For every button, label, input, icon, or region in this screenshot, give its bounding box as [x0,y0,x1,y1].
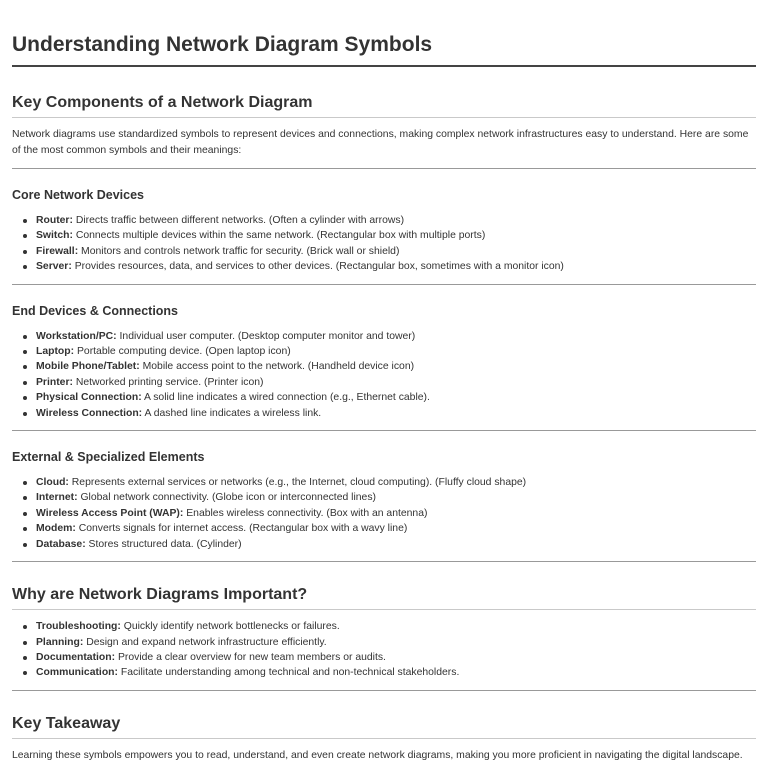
term: Cloud: [36,477,69,489]
description: Directs traffic between different networks. (Often a cylinder with arrows) [72,215,405,226]
term: Communication: [36,667,118,679]
list-item [36,475,756,490]
key-components-heading: Key Components of a Network Diagram [12,94,313,111]
list-item [36,390,756,405]
term: Firewall: [36,245,79,257]
intro-paragraph: Network diagrams use standardized symbols to represent devices and connections, making complex network infrastructures easy to understand. Here are some of the most common symbols and their meanings: [12,129,749,156]
term: Wireless Connection: [36,407,143,419]
term: Switch: [36,230,73,242]
description: Represents external services or networks (e.g., the Internet, cloud computing). (Fluffy cloud shape) [68,477,527,489]
list-item [36,521,756,536]
list-item [36,406,756,421]
end-devices-list [12,329,756,421]
list-item [36,213,756,228]
importance-list [12,619,756,681]
description: Connects multiple devices within the same network. (Rectangular box with multiple ports) [72,230,486,242]
description: Stores structured data. (Cylinder) [85,538,242,550]
description: Quickly identify network bottlenecks or failures. [120,621,340,633]
term: Modem: [36,523,76,535]
term: Mobile Phone/Tablet: [36,361,140,373]
term: Printer: [36,376,73,388]
list-item [36,650,756,665]
term: Workstation/PC: [36,330,117,342]
list-item [36,490,756,505]
description: Converts signals for internet access. (Rectangular box with a wavy line) [75,523,408,535]
list-item [36,228,756,243]
takeaway-paragraph: Learning these symbols empowers you to read, understand, and even create network diagrams, making you more proficient in navigating the digital landscape. [12,749,743,761]
importance-heading: Why are Network Diagrams Important? [12,586,308,604]
list-item [36,635,756,650]
core-devices-list [12,213,756,275]
description: A dashed line indicates a wireless link. [142,407,322,419]
description: A solid line indicates a wired connection (e.g., Ethernet cable). [141,392,430,404]
term: Laptop: [36,346,75,358]
description: Portable computing device. (Open laptop icon) [74,346,291,358]
takeaway-heading: Key Takeaway [12,714,121,732]
description: Global network connectivity. (Globe icon or interconnected lines) [77,492,376,504]
list-item [36,665,756,680]
term: Database: [36,538,86,550]
end-devices-heading: End Devices & Connections [12,303,179,318]
list-item [36,244,756,259]
page-title: Understanding Network Diagram Symbols [12,0,756,67]
description: Design and expand network infrastructure efficiently. [83,636,327,648]
term: Router: [36,215,73,226]
external-elements-list [12,475,756,552]
description: Individual user computer. (Desktop computer monitor and tower) [116,330,416,342]
term: Server: [36,261,72,273]
term: Wireless Access Point (WAP): [36,507,184,519]
description: Enables wireless connectivity. (Box with an antenna) [183,507,428,519]
external-elements-heading: External & Specialized Elements [12,450,205,465]
list-item [36,359,756,374]
list-item [36,375,756,390]
term: Internet: [36,492,78,504]
list-item [36,537,756,552]
description: Provides resources, data, and services to other devices. (Rectangular box, sometimes with a monitor icon) [71,261,564,273]
list-item [36,329,756,344]
description: Monitors and controls network traffic for security. (Brick wall or shield) [78,245,400,257]
term: Planning: [36,636,84,648]
term: Troubleshooting: [36,621,121,633]
core-devices-heading: Core Network Devices [12,188,145,202]
description: Mobile access point to the network. (Handheld device icon) [139,361,415,373]
term: Physical Connection: [36,392,142,404]
list-item [36,344,756,359]
list-item [36,259,756,274]
description: Networked printing service. (Printer icon) [72,376,264,388]
list-item [36,619,756,634]
term: Documentation: [36,651,116,663]
description: Provide a clear overview for new team members or audits. [115,651,386,663]
list-item [36,506,756,521]
description: Facilitate understanding among technical and non-technical stakeholders. [117,667,460,679]
